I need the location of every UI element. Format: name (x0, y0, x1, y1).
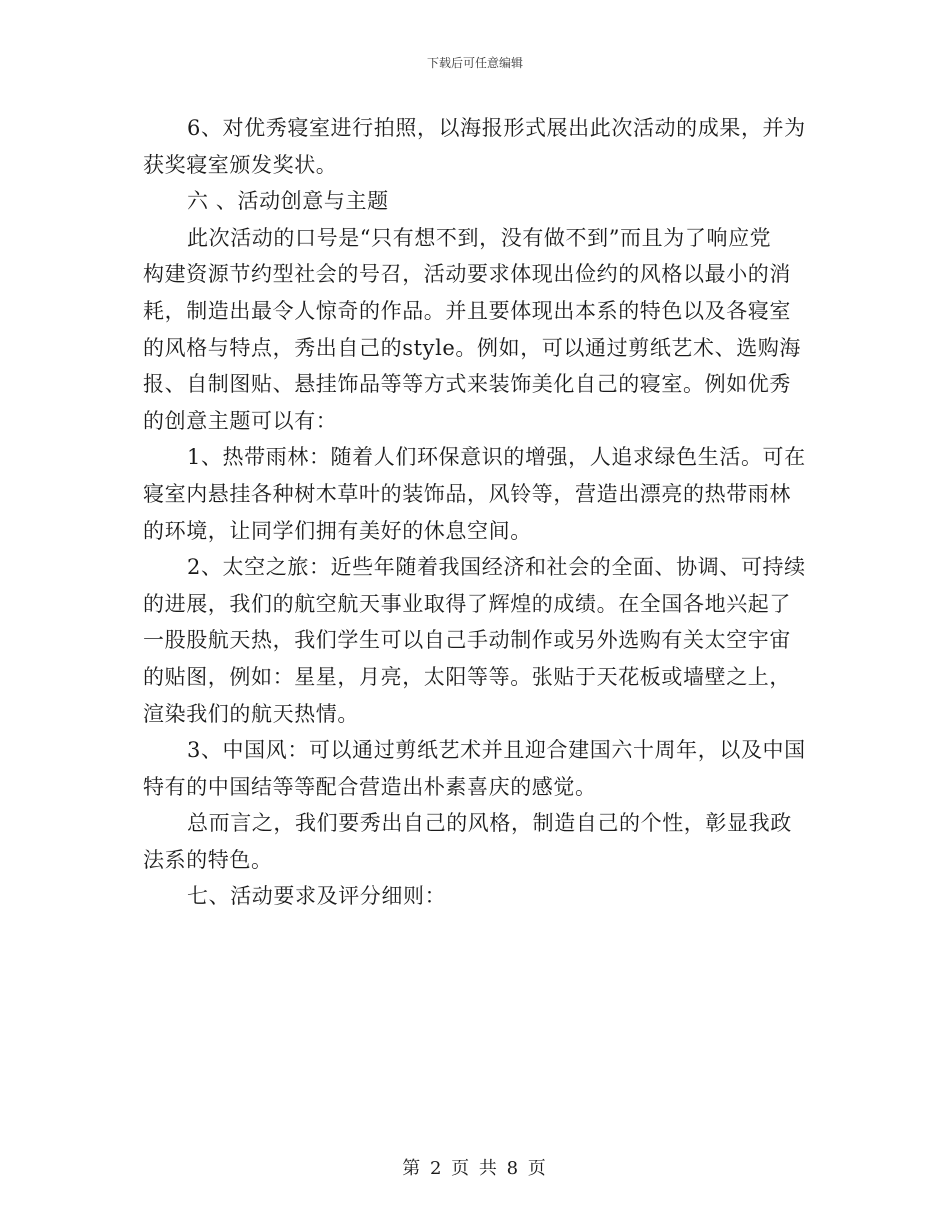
text-line: 寝室内悬挂各种树木草叶的装饰品，风铃等，营造出漂亮的热带雨林 (143, 481, 791, 506)
text-line: 的创意主题可以有： (143, 408, 338, 433)
text-line: 的进展，我们的航空航天事业取得了辉煌的成绩。在全国各地兴起了 (143, 591, 791, 616)
page-header: 下载后可任意编辑 (426, 56, 523, 70)
section-heading: 六 、活动创意与主题 (187, 189, 389, 214)
text-line: 特有的中国结等等配合营造出朴素喜庆的感觉。 (143, 774, 597, 799)
text-line: 耗，制造出最令人惊奇的作品。并且要体现出本系的特色以及各寝室 (143, 298, 791, 323)
document-body (143, 110, 808, 915)
text-line: 3、中国风：可以通过剪纸艺术并且迎合建国六十周年，以及中国 (187, 738, 806, 763)
text-line: 总而言之，我们要秀出自己的风格，制造自己的个性，彰显我政 (187, 811, 792, 836)
text-line: 构建资源节约型社会的号召，活动要求体现出俭约的风格以最小的消 (143, 262, 791, 287)
text-line: 报、自制图贴、悬挂饰品等等方式来装饰美化自己的寝室。例如优秀 (143, 372, 791, 397)
text-line: 获奖寝室颁发奖状。 (143, 152, 338, 177)
text-line: 6、对优秀寝室进行拍照，以海报形式展出此次活动的成果，并为 (187, 116, 806, 140)
text-line: 法系的特色。 (143, 847, 273, 872)
text-line: 此次活动的口号是“只有想不到，没有做不到”而且为了响应党 (187, 225, 772, 250)
page-number: 第 2 页 共 8 页 (402, 1158, 548, 1179)
text-line: 的贴图，例如：星星，月亮，太阳等等。张贴于天花板或墙壁之上， (143, 664, 791, 689)
text-line: 的风格与特点，秀出自己的style。例如，可以通过剪纸艺术、选购海 (143, 335, 802, 360)
text-line: 的环境，让同学们拥有美好的休息空间。 (143, 518, 532, 543)
text-line: 一股股航天热，我们学生可以自己手动制作或另外选购有关太空宇宙 (143, 628, 791, 653)
text-line: 1、热带雨林：随着人们环保意识的增强，人追求绿色生活。可在 (187, 445, 806, 470)
text-line: 2、太空之旅：近些年随着我国经济和社会的全面、协调、可持续 (187, 555, 806, 580)
text-line: 渲染我们的航天热情。 (143, 701, 359, 726)
section-heading: 七、活动要求及评分细则： (187, 884, 447, 909)
